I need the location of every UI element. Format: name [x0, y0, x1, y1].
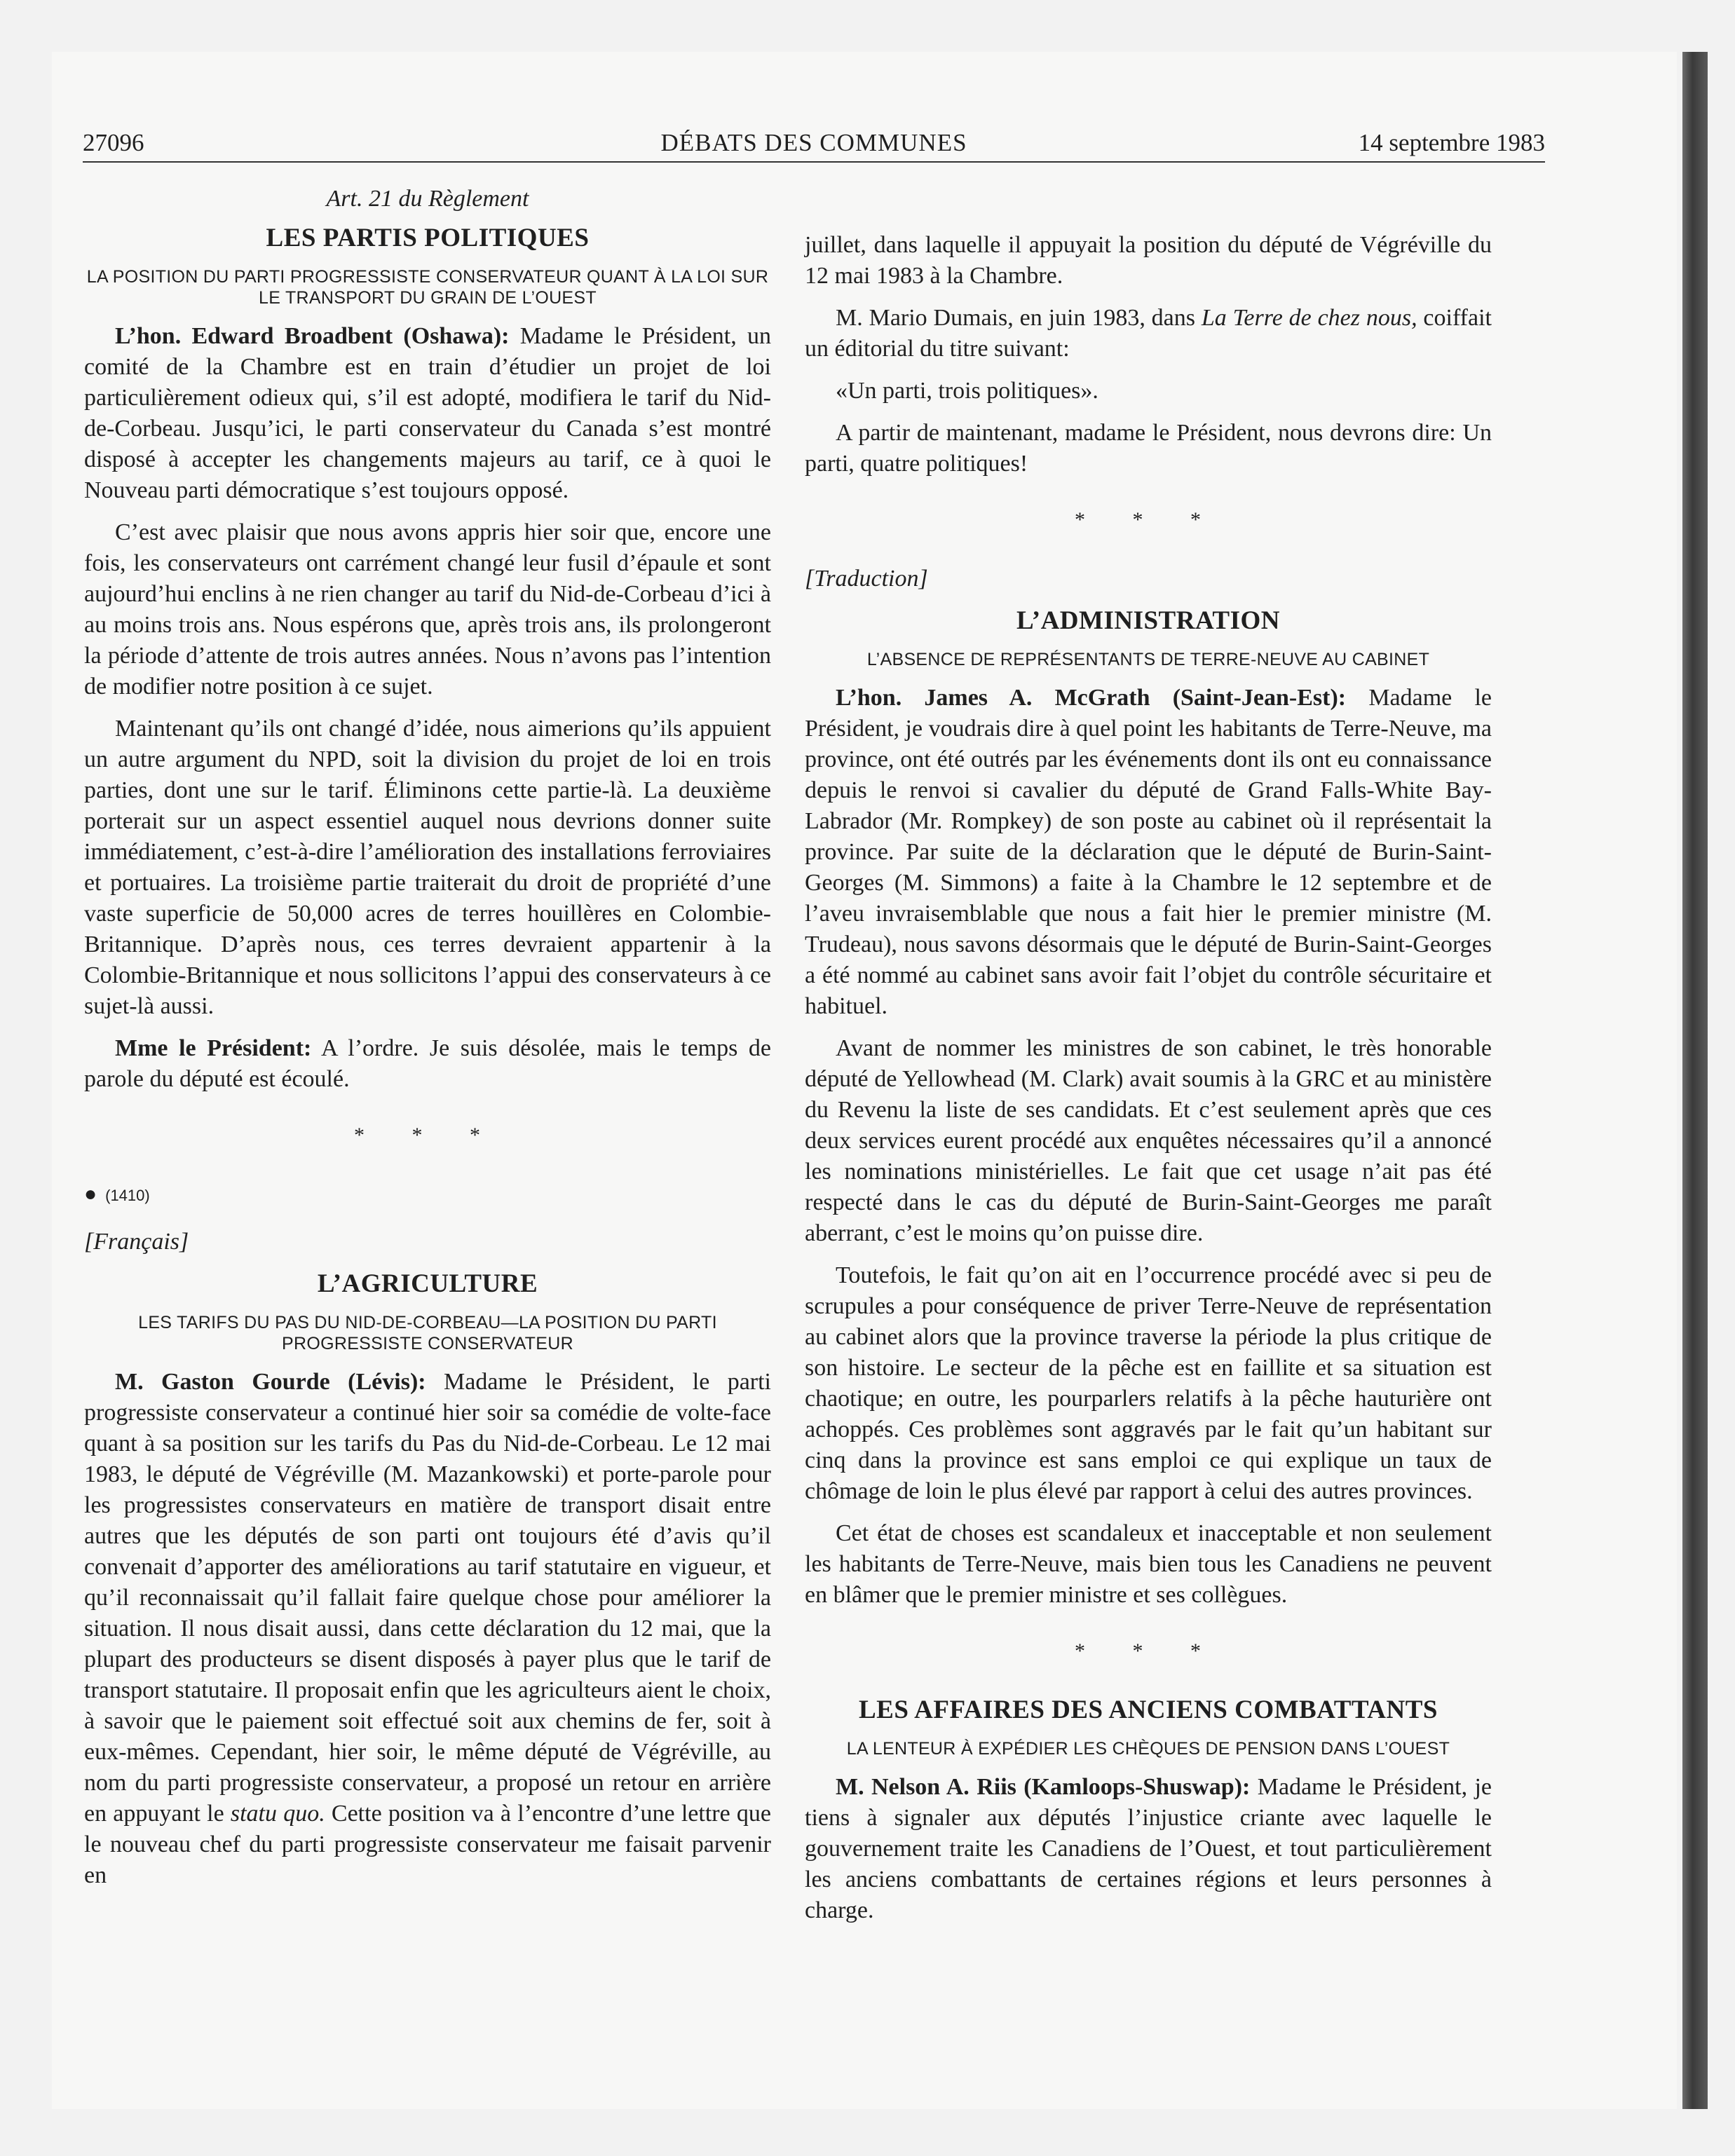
paragraph: Toutefois, le fait qu’on ait en l’occurrence procédé avec si peu de scrupules a pour conséquence de priver Terre-Neuve de représentation au cabinet alors que la province traverse la période la plus critique de son histoire. Le secteur de la pêche est en faillite et sa situation est chaotique; en outre, les pourparlers relatifs à la pêche hauturière ont achoppés. Ces problèmes sont aggravés par le fait qu’un habitant sur cinq dans la province est sans emploi ce qui explique un taux de chômage de loin le plus élevé par rapport à celui des autres provinces. — [805, 1262, 1492, 1504]
section-title-partis: LES PARTIS POLITIQUES — [266, 224, 590, 252]
section-title-anciens-combattants: LES AFFAIRES DES ANCIENS COMBATTANTS — [858, 1696, 1438, 1724]
paragraph: L’hon. James A. McGrath (Saint-Jean-Est): Madame le Président, je voudrais dire à quel point les habitants de Terre-Neuve, ma province, ont été outrés par les événements dont ils ont eu connaissance depuis le renvoi si cavalier du député de Grand Falls-White Bay-Labrador (Mr. Rompkey) de son poste au cabinet où il représentait la province. Par suite de la déclaration que le député de Burin-Saint-Georges (M. Simmons) a faite à la Chambre le 12 septembre et de l’aveu invraisemblable que nous a fait hier le premier ministre (M. Trudeau), nous savons désormais que le député de Burin-Saint-Georges a été nommé au cabinet sans avoir fait l’objet du contrôle sécuritaire et habituel. — [805, 685, 1492, 1019]
paragraph: M. Nelson A. Riis (Kamloops-Shuswap): Madame le Président, je tiens à signaler aux députés l’injustice criante avec laquelle le gouvernement traite les Canadiens de l’Ouest, et tout particulièrement les anciens combattants de certaines régions et leurs personnes à charge. — [805, 1774, 1492, 1923]
speaker: M. Nelson A. Riis (Kamloops-Shuswap): — [836, 1774, 1251, 1800]
section-subtitle-administration: L’ABSENCE DE REPRÉSENTANTS DE TERRE-NEUVE AU CABINET — [866, 650, 1430, 669]
speaker: Mme le Président: — [115, 1035, 312, 1061]
paragraph: L’hon. Edward Broadbent (Oshawa): Madame le Président, un comité de la Chambre est en train d’étudier un projet de loi particulièrement odieux qui, s’il est adopté, modifiera le tarif du Nid-de-Corbeau. Jusqu’ici, le parti conservateur du Canada s’est montré disposé à accepter les changements majeurs au tarif, ce à quoi le Nouveau parti démocratique s’est toujours opposé. — [84, 323, 771, 503]
paragraph: M. Gaston Gourde (Lévis): Madame le Président, le parti progressiste conservateur a continué hier soir sa comédie de volte-face quant à sa position sur les tarifs du Pas du Nid-de-Corbeau. Le 12 mai 1983, le député de Végréville (M. Mazankowski) et porte-parole pour les progressistes conservateurs en matière de transport disait entre autres que les députés de son parti ont toujours été d’avis qu’il convenait d’apporter des améliorations au tarif statutaire en vigueur, et qu’il reconnaissait qu’il fallait faire quelque chose pour améliorer la situation. Il nous disait aussi, dans cette déclaration du 12 mai, que la plupart des producteurs se disent disposés à payer plus que le tarif de transport statutaire. Il proposait enfin que les agriculteurs aient le choix, à savoir que le paiement soit effectué soit aux chemins de fer, soit à eux-mêmes. Cependant, hier soir, le même député de Végréville, au nom du parti progressiste conservateur, a proposé un retour en arrière en appuyant le statu quo. Cette position va à l’encontre d’une lettre que le nouveau chef du parti progressiste conservateur me faisait parvenir en — [84, 1369, 772, 1888]
paragraph: C’est avec plaisir que nous avons appris hier soir que, encore une fois, les conservateurs ont carrément changé leur fusil d’épaule et sont aujourd’hui enclins à ne rien changer au tarif du Nid-de-Corbeau d’ici à au moins trois ans. Nous espérons que, après trois ans, ils prolongeront la période d’attente de trois autres années. Nous n’avons pas l’intention de modifier notre position à ce sujet. — [84, 519, 771, 700]
section-separator: * * * — [354, 1124, 501, 1147]
scan-edge-bar — [1682, 52, 1708, 2109]
page-header — [83, 129, 1545, 163]
left-column — [84, 184, 771, 1902]
paragraph: M. Mario Dumais, en juin 1983, dans La Terre de chez nous, coiffait un éditorial du titre suivant: — [805, 305, 1492, 362]
section-subtitle-agriculture: LES TARIFS DU PAS DU NID-DE-CORBEAU—LA POSITION DU PARTI PROGRESSISTE CONSERVATEUR — [138, 1313, 717, 1353]
section-title-agriculture: L’AGRICULTURE — [317, 1269, 538, 1298]
page-number: 27096 — [83, 129, 144, 156]
paragraph: Cet état de choses est scandaleux et inacceptable et non seulement les habitants de Terre-Neuve, mais bien tous les Canadiens ne peuvent en blâmer que le premier ministre et ses collègues. — [805, 1520, 1492, 1608]
paragraph: Mme le Président: A l’ordre. Je suis désolée, mais le temps de parole du député est écoulé. — [84, 1035, 771, 1092]
paragraph: «Un parti, trois politiques». — [836, 378, 1098, 404]
section-subtitle-partis: LA POSITION DU PARTI PROGRESSISTE CONSERVATEUR QUANT À LA LOI SUR LE TRANSPORT DU GRAIN DE L’OUEST — [86, 267, 769, 308]
paragraph: Avant de nommer les ministres de son cabinet, le très honorable député de Yellowhead (M. Clark) avait soumis à la GRC et au ministère du Revenu la liste de ses candidats. Et c’est seulement après que ces deux services eurent procédé aux enquêtes nécessaires qu’il a annoncé les nominations ministérielles. Le fait que cet usage n’ait pas été respecté dans le cas du député de Burin-Saint-Georges me paraît aberrant, c’est le moins qu’on puisse dire. — [805, 1035, 1492, 1246]
time-marker: ● (1410) — [84, 1182, 150, 1206]
speaker: L’hon. James A. McGrath (Saint-Jean-Est): — [836, 685, 1347, 711]
page-date: 14 septembre 1983 — [1358, 129, 1545, 156]
section-separator: * * * — [1075, 1639, 1222, 1663]
paragraph: juillet, dans laquelle il appuyait la position du député de Végréville du 12 mai 1983 à la Chambre. — [805, 232, 1492, 289]
language-marker: [Traduction] — [805, 566, 928, 592]
right-column — [805, 230, 1492, 1937]
publication-title: DÉBATS DES COMMUNES — [660, 129, 967, 156]
paragraph: A partir de maintenant, madame le Président, nous devrons dire: Un parti, quatre politiques! — [805, 420, 1492, 477]
section-separator: * * * — [1075, 508, 1222, 531]
speaker: M. Gaston Gourde (Lévis): — [115, 1369, 426, 1395]
rubric: Art. 21 du Règlement — [326, 186, 529, 212]
section-title-administration: L’ADMINISTRATION — [1016, 606, 1280, 635]
speaker: L’hon. Edward Broadbent (Oshawa): — [115, 323, 510, 349]
language-marker: [Français] — [84, 1229, 189, 1255]
paragraph: Maintenant qu’ils ont changé d’idée, nous aimerions qu’ils appuient un autre argument du NPD, soit la division du projet de loi en trois parties, dont une sur le tarif. Éliminons cette partie-là. La deuxième porterait sur un aspect essentiel auquel nous devrions donner suite immédiatement, c’est-à-dire l’amélioration des installations ferroviaires et portuaires. La troisième partie traiterait du droit de propriété d’une vaste superficie de 50,000 acres de terres houillères en Colombie-Britannique. D’après nous, ces terres devraient appartenir à la Colombie-Britannique et nous sollicitons l’appui des conservateurs à ce sujet-là aussi. — [84, 716, 771, 1019]
section-subtitle-anciens-combattants: LA LENTEUR À EXPÉDIER LES CHÈQUES DE PENSION DANS L’OUEST — [846, 1739, 1450, 1759]
bullet-icon: ● — [84, 1182, 97, 1206]
